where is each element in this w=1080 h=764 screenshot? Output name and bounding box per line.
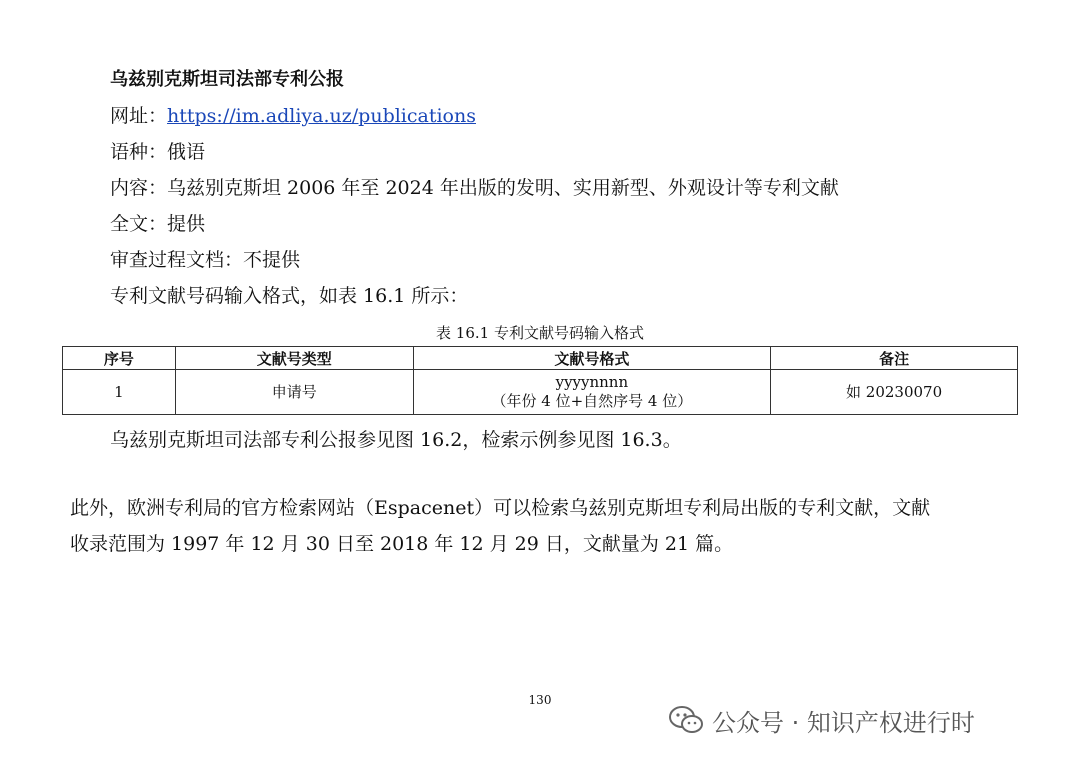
cell-no: 1 <box>63 370 176 415</box>
table-header-row <box>63 347 1018 370</box>
cell-type: 申请号 <box>175 370 413 415</box>
language-line: 语种：俄语 <box>110 141 206 163</box>
header-no: 序号 <box>63 347 176 370</box>
espacenet-paragraph-line-2: 收录范围为 1997 年 12 月 30 日至 2018 年 12 月 29 日，文献量为 21 篇。 <box>70 533 734 555</box>
page-number: 130 <box>528 693 552 707</box>
website-label: 网址： <box>110 105 168 127</box>
website-line <box>110 104 476 128</box>
watermark-footer <box>668 702 975 738</box>
header-format: 文献号格式 <box>413 347 771 370</box>
content-line: 内容：乌兹别克斯坦 2006 年至 2024 年出版的发明、实用新型、外观设计等专利文献 <box>110 177 839 199</box>
figure-reference-line: 乌兹别克斯坦司法部专利公报参见图 16.2，检索示例参见图 16.3。 <box>110 429 682 451</box>
cell-note: 如 20230070 <box>771 370 1018 415</box>
format-table <box>62 346 1018 415</box>
header-note: 备注 <box>771 347 1018 370</box>
cell-format <box>413 370 771 415</box>
format-intro-line: 专利文献号码输入格式，如表 16.1 所示： <box>110 285 469 307</box>
header-type: 文献号类型 <box>175 347 413 370</box>
wechat-icon <box>668 705 704 735</box>
espacenet-paragraph-line-1: 此外，欧洲专利局的官方检索网站（Espacenet）可以检索乌兹别克斯坦专利局出版的专利文献，文献 <box>70 497 931 519</box>
exam-docs-line: 审查过程文档：不提供 <box>110 249 301 271</box>
table-row <box>63 370 1018 415</box>
watermark-text: 公众号 · 知识产权进行时 <box>712 708 975 737</box>
format-description: （年份 4 位+自然序号 4 位） <box>491 392 693 410</box>
section-heading: 乌兹别克斯坦司法部专利公报 <box>110 69 344 90</box>
format-pattern: yyyynnnn <box>555 373 629 391</box>
website-link[interactable]: https://im.adliya.uz/publications <box>167 105 476 127</box>
table-caption: 表 16.1 专利文献号码输入格式 <box>436 324 644 342</box>
fulltext-line: 全文：提供 <box>110 213 206 235</box>
